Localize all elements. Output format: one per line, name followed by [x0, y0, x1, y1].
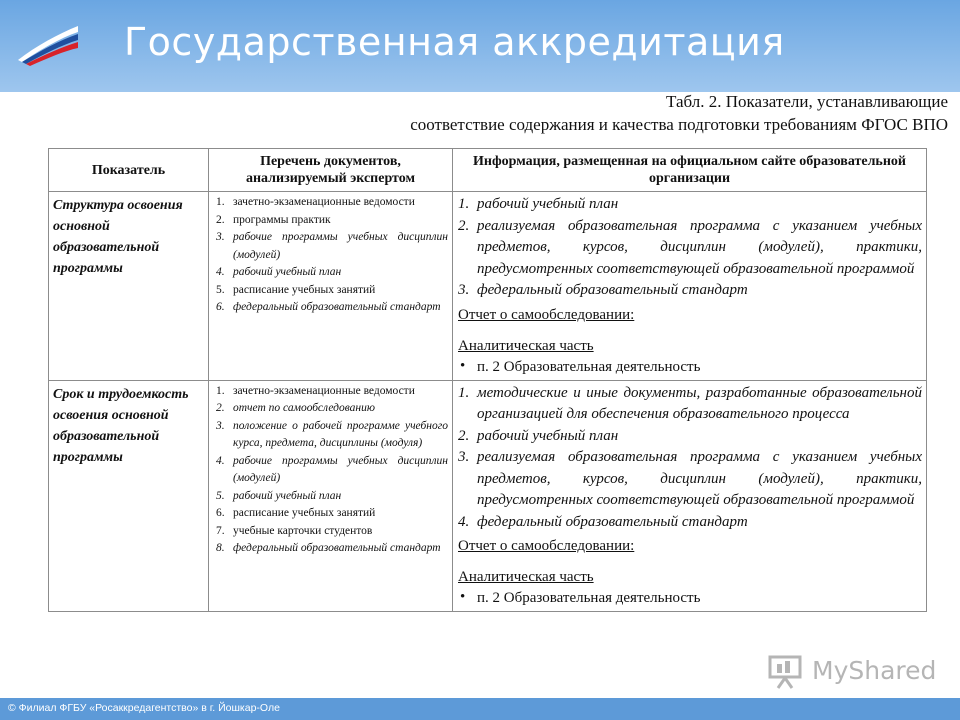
document-item: 7. учебные карточки студентов [216, 524, 373, 537]
slide-title: Государственная аккредитация [124, 20, 785, 64]
document-item: 2. программы практик [216, 213, 331, 226]
site-info-cell [453, 380, 927, 612]
site-info-item: 4. федеральный образовательный стандарт [458, 513, 748, 530]
document-item: 4. рабочие программы учебных дисциплин (модулей) [216, 454, 448, 484]
bullet-dot-icon: • [460, 589, 466, 605]
document-item: 5. расписание учебных занятий [216, 283, 376, 296]
site-info-item: 2. рабочий учебный план [458, 427, 619, 444]
slide-footer [0, 698, 960, 720]
table-row [49, 192, 927, 381]
report-title: Отчет о самообследовании: [458, 538, 635, 554]
site-info-item: 3. федеральный образовательный стандарт [458, 282, 748, 298]
document-item: 4. рабочий учебный план [216, 266, 342, 278]
footer-text: © Филиал ФГБУ «Росаккредагентство» в г. Йошкар-Оле [8, 702, 280, 714]
bullet-item: • п. 2 Образовательная деятельность [460, 589, 701, 606]
analytic-title: Аналитическая часть [458, 337, 594, 354]
header-documents: Перечень документов, анализируемый экспертом [209, 149, 453, 192]
documents-cell [209, 380, 453, 612]
document-item: 2. отчет по самообследованию [216, 402, 375, 414]
document-item: 3. положение о рабочей программе учебного курса, предмета, дисциплины (модуля) [216, 419, 448, 449]
caption-line-1: Табл. 2. Показатели, устанавливающие [666, 92, 948, 111]
documents-cell [209, 192, 453, 381]
table-header-row [49, 149, 927, 192]
report-title: Отчет о самообследовании: [458, 306, 635, 323]
bullet-item: • п. 2 Образовательная деятельность [460, 357, 701, 375]
document-item: 6. расписание учебных занятий [216, 507, 376, 519]
analytic-title: Аналитическая часть [458, 569, 594, 585]
flag-swoosh-logo-icon [16, 20, 80, 66]
bullet-dot-icon: • [460, 357, 466, 374]
indicators-table [48, 148, 927, 612]
document-item: 1. зачетно-экзаменационные ведомости [216, 196, 415, 208]
document-item: 5. рабочий учебный план [216, 489, 342, 502]
myshared-watermark [766, 652, 937, 692]
table-row [49, 380, 927, 612]
slide-header [0, 0, 960, 92]
presentation-icon [766, 654, 806, 690]
document-item: 8. федеральный образовательный стандарт [216, 542, 441, 554]
document-item: 1. зачетно-экзаменационные ведомости [216, 384, 415, 397]
site-info-item: 3. реализуемая образовательная программа с указанием учебных предметов, курсов, дисциплин (модулей), практики, предусмотренных соответствующей образовательной программой [458, 449, 922, 508]
document-item: 3. рабочие программы учебных дисциплин (модулей) [216, 231, 448, 261]
header-indicator: Показатель [49, 149, 209, 192]
site-info-item: 2. реализуемая образовательная программа с указанием учебных предметов, курсов, дисциплин (модулей), практики, предусмотренных соответствующей образовательной программой [458, 217, 922, 277]
indicator-cell: Срок и трудоемкость освоения основной образовательной программы [49, 380, 209, 612]
indicator-cell: Структура освоения основной образовательной программы [49, 192, 209, 381]
watermark-text: MyShared [812, 656, 937, 685]
site-info-item: 1. рабочий учебный план [458, 196, 619, 212]
site-info-item: 1. методические и иные документы, разработанные образовательной организацией для обеспечения образовательного процесса [458, 384, 922, 422]
table-caption [228, 90, 948, 136]
document-item: 6. федеральный образовательный стандарт [216, 301, 441, 313]
header-site-info: Информация, размещенная на официальном сайте образовательной организации [453, 149, 927, 192]
site-info-cell [453, 192, 927, 381]
caption-line-2: соответствие содержания и качества подготовки требованиям ФГОС ВПО [410, 115, 948, 134]
